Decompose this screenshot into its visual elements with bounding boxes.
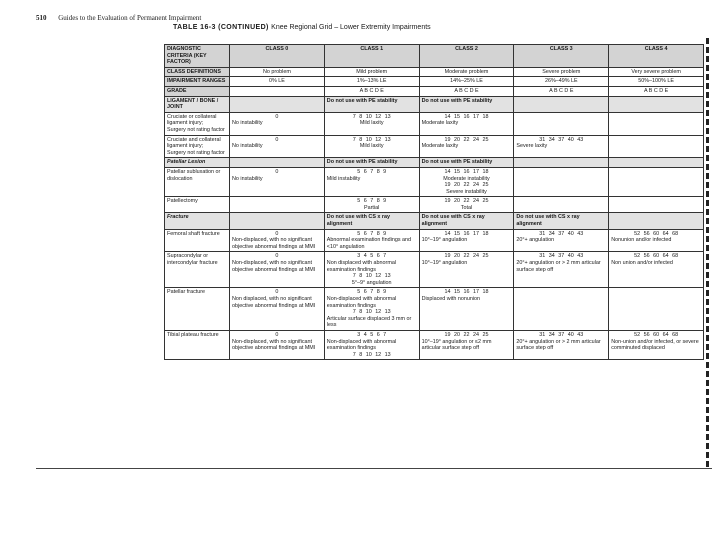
grade-class-2: A B C D E <box>419 86 514 96</box>
femoral-c3: 31 34 37 40 43 20°+ angulation <box>514 229 609 252</box>
table-caption <box>173 24 431 31</box>
subluxation-c0: 0 No instability <box>230 167 325 196</box>
supracondylar-c0: 0 Non-displaced, with no significant objective abnormal findings at MMI <box>230 252 325 288</box>
class-1-header: CLASS 1 <box>324 45 419 68</box>
tibial-c4: 52 56 60 64 68 Non-union and/or infected, or severe comminuted displaced <box>609 330 704 359</box>
grade-class-4: A B C D E <box>609 86 704 96</box>
range-class-3: 26%–49% LE <box>514 77 609 87</box>
section-fracture <box>165 213 704 229</box>
row-cruciate-or-collateral <box>165 112 704 135</box>
patellar-fx-c0: 0 Non displaced, with no significant objective abnormal findings at MMI <box>230 288 325 331</box>
subluxation-c1: 5 6 7 8 9 Mild instability <box>324 167 419 196</box>
tibial-c3: 31 34 37 40 43 20°+ angulation or > 2 mm articular surface step off <box>514 330 609 359</box>
supracondylar-label: Supracondylar or intercondylar fracture <box>165 252 230 288</box>
patellar-note-c2: Do not use with PE stability <box>419 158 514 168</box>
definitions-label: CLASS DEFINITIONS <box>165 67 230 77</box>
row-patellectomy <box>165 197 704 213</box>
class-0-header: CLASS 0 <box>230 45 325 68</box>
grade-class-3: A B C D E <box>514 86 609 96</box>
patellar-fx-label: Patellar fracture <box>165 288 230 331</box>
range-class-2: 14%–25% LE <box>419 77 514 87</box>
running-header <box>36 14 201 22</box>
range-class-0: 0% LE <box>230 77 325 87</box>
cruciate-and-c3: 31 34 37 40 43 Severe laxity <box>514 135 609 158</box>
row-patellar-fracture <box>165 288 704 331</box>
patellectomy-c1: 5 6 7 8 9 Partial <box>324 197 419 213</box>
cruciate-or-c0: 0 No instability <box>230 112 325 135</box>
class-3-header: CLASS 3 <box>514 45 609 68</box>
running-title: Guides to the Evaluation of Permanent Impairment <box>58 14 202 22</box>
patellar-fx-c1: 5 6 7 8 9 Non-displaced with abnormal examination findings 7 8 10 12 13 Articular surface displaced 3 mm or less <box>324 288 419 331</box>
patellectomy-label: Patellectomy <box>165 197 230 213</box>
femoral-c4: 52 56 60 64 68 Nonunion and/or infected <box>609 229 704 252</box>
subluxation-label: Patellar subluxation or dislocation <box>165 167 230 196</box>
page-number: 510 <box>36 14 47 22</box>
row-tibial-plateau <box>165 330 704 359</box>
knee-regional-grid <box>164 44 704 360</box>
def-class-4: Very severe problem <box>609 67 704 77</box>
tibial-c1: 3 4 5 6 7 Non-displaced with abnormal examination findings 7 8 10 12 13 <box>324 330 419 359</box>
supracondylar-c4: 52 56 60 64 68 Non union and/or infected <box>609 252 704 288</box>
cruciate-or-c2: 14 15 16 17 18 Moderate laxity <box>419 112 514 135</box>
ranges-label: IMPAIRMENT RANGES <box>165 77 230 87</box>
grade-class-0 <box>230 86 325 96</box>
patellar-lesion-label: Patellar Lesion <box>165 158 230 168</box>
grade-class-1: A B C D E <box>324 86 419 96</box>
class-2-header: CLASS 2 <box>419 45 514 68</box>
criteria-header: DIAGNOSTIC CRITERIA (KEY FACTOR) <box>165 45 230 68</box>
header-row-definitions <box>165 67 704 77</box>
femoral-c0: 0 Non-displaced, with no significant objective abnormal findings at MMI <box>230 229 325 252</box>
ligament-note-c1: Do not use with PE stability <box>324 96 419 112</box>
patellar-note-c1: Do not use with PE stability <box>324 158 419 168</box>
fracture-note-c1: Do not use with CS x ray alignment <box>324 213 419 229</box>
subluxation-c2: 14 15 16 17 18 Moderate instability 19 20 22 24 25 Severe instability <box>419 167 514 196</box>
section-patellar-lesion <box>165 158 704 168</box>
def-class-2: Moderate problem <box>419 67 514 77</box>
def-class-1: Mild problem <box>324 67 419 77</box>
cruciate-and-c2: 19 20 22 24 25 Moderate laxity <box>419 135 514 158</box>
fracture-label: Fracture <box>165 213 230 229</box>
cruciate-and-c0: 0 No instability <box>230 135 325 158</box>
cruciate-and-label: Cruciate and collateral ligament injury; Surgery not rating factor <box>165 135 230 158</box>
supracondylar-c3: 31 34 37 40 43 20°+ angulation or > 2 mm articular surface step off <box>514 252 609 288</box>
cruciate-or-c1: 7 8 10 12 13 Mild laxity <box>324 112 419 135</box>
fracture-note-c2: Do not use with CS x ray alignment <box>419 213 514 229</box>
patellectomy-c2: 19 20 22 24 25 Total <box>419 197 514 213</box>
row-patellar-subluxation <box>165 167 704 196</box>
patellar-fx-c2: 14 15 16 17 18 Displaced with nonunion <box>419 288 514 331</box>
page-bottom-rule <box>36 468 712 469</box>
tibial-c0: 0 Non-displaced, with no significant objective abnormal findings at MMI <box>230 330 325 359</box>
supracondylar-c1: 3 4 5 6 7 Non displaced with abnormal examination findings 7 8 10 12 13 5°–9° angulation <box>324 252 419 288</box>
header-row-classes <box>165 45 704 68</box>
grade-label: GRADE <box>165 86 230 96</box>
femoral-label: Femoral shaft fracture <box>165 229 230 252</box>
femoral-c1: 5 6 7 8 9 Abnormal examination findings and <10° angulation <box>324 229 419 252</box>
class-4-header: CLASS 4 <box>609 45 704 68</box>
femoral-c2: 14 15 16 17 18 10°–19° angulation <box>419 229 514 252</box>
row-supracondylar <box>165 252 704 288</box>
table-subtitle: Knee Regional Grid – Lower Extremity Impairments <box>271 24 431 31</box>
header-row-grade <box>165 86 704 96</box>
cruciate-and-c1: 7 8 10 12 13 Mild laxity <box>324 135 419 158</box>
tibial-c2: 19 20 22 24 25 10°–19° angulation or ≤2 mm articular surface step off <box>419 330 514 359</box>
ligament-note-c2: Do not use with PE stability <box>419 96 514 112</box>
cruciate-or-label: Cruciate or collateral ligament injury; Surgery not rating factor <box>165 112 230 135</box>
fracture-note-c3: Do not use with CS x ray alignment <box>514 213 609 229</box>
def-class-3: Severe problem <box>514 67 609 77</box>
def-class-0: No problem <box>230 67 325 77</box>
row-femoral-shaft <box>165 229 704 252</box>
range-class-4: 50%–100% LE <box>609 77 704 87</box>
page-binding-edge <box>706 38 709 468</box>
row-cruciate-and-collateral <box>165 135 704 158</box>
tibial-label: Tibial plateau fracture <box>165 330 230 359</box>
range-class-1: 1%–13% LE <box>324 77 419 87</box>
supracondylar-c2: 19 20 22 24 25 10°–19° angulation <box>419 252 514 288</box>
section-ligament <box>165 96 704 112</box>
table-number: TABLE 16-3 (CONTINUED) <box>173 24 269 31</box>
ligament-label: LIGAMENT / BONE / JOINT <box>165 96 230 112</box>
header-row-ranges <box>165 77 704 87</box>
